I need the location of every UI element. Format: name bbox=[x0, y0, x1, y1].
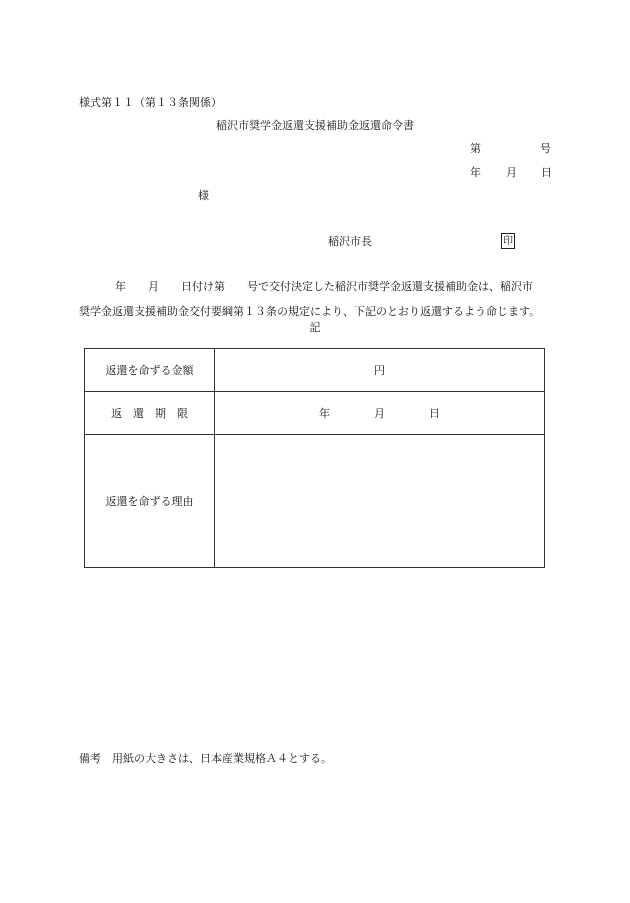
body-day-prefix: 日付け第 bbox=[181, 280, 225, 293]
body-line-1-rest: 号で交付決定した稲沢市奨学金返還支援補助金は、稲沢市 bbox=[247, 280, 533, 293]
deadline-value[interactable] bbox=[215, 392, 545, 435]
document-title: 稲沢市奨学金返還支援補助金返還命令書 bbox=[216, 119, 414, 132]
table-row bbox=[85, 392, 545, 435]
body-month: 月 bbox=[148, 280, 159, 293]
number-prefix: 第 bbox=[470, 142, 481, 155]
ki-heading: 記 bbox=[309, 321, 321, 334]
reason-value[interactable] bbox=[215, 435, 545, 568]
issuer-name: 稲沢市長 bbox=[328, 235, 372, 248]
table-row bbox=[85, 349, 545, 392]
deadline-label: 返 還 期 限 bbox=[85, 392, 215, 435]
deadline-year: 年 bbox=[319, 407, 330, 420]
reason-label: 返還を命ずる理由 bbox=[85, 435, 215, 568]
body-year: 年 bbox=[115, 280, 126, 293]
amount-label: 返還を命ずる金額 bbox=[85, 349, 215, 392]
return-details-table bbox=[84, 348, 545, 568]
number-suffix: 号 bbox=[540, 142, 551, 155]
deadline-day: 日 bbox=[429, 407, 440, 420]
form-number: 様式第１１（第１３条関係） bbox=[79, 96, 222, 109]
body-line-1 bbox=[115, 281, 533, 292]
amount-value[interactable]: 円 bbox=[215, 349, 545, 392]
body-line-2: 奨学金返還支援補助金交付要綱第１３条の規定により、下記のとおり返還するよう命じます。 bbox=[79, 305, 541, 318]
seal-mark: 印 bbox=[501, 233, 515, 249]
footnote: 備考 用紙の大きさは、日本産業規格Ａ４とする。 bbox=[79, 752, 332, 765]
issue-day: 日 bbox=[541, 166, 552, 179]
table-row bbox=[85, 435, 545, 568]
deadline-month: 月 bbox=[374, 407, 385, 420]
addressee-suffix: 様 bbox=[198, 189, 209, 202]
issue-month: 月 bbox=[506, 166, 517, 179]
issue-year: 年 bbox=[470, 166, 481, 179]
